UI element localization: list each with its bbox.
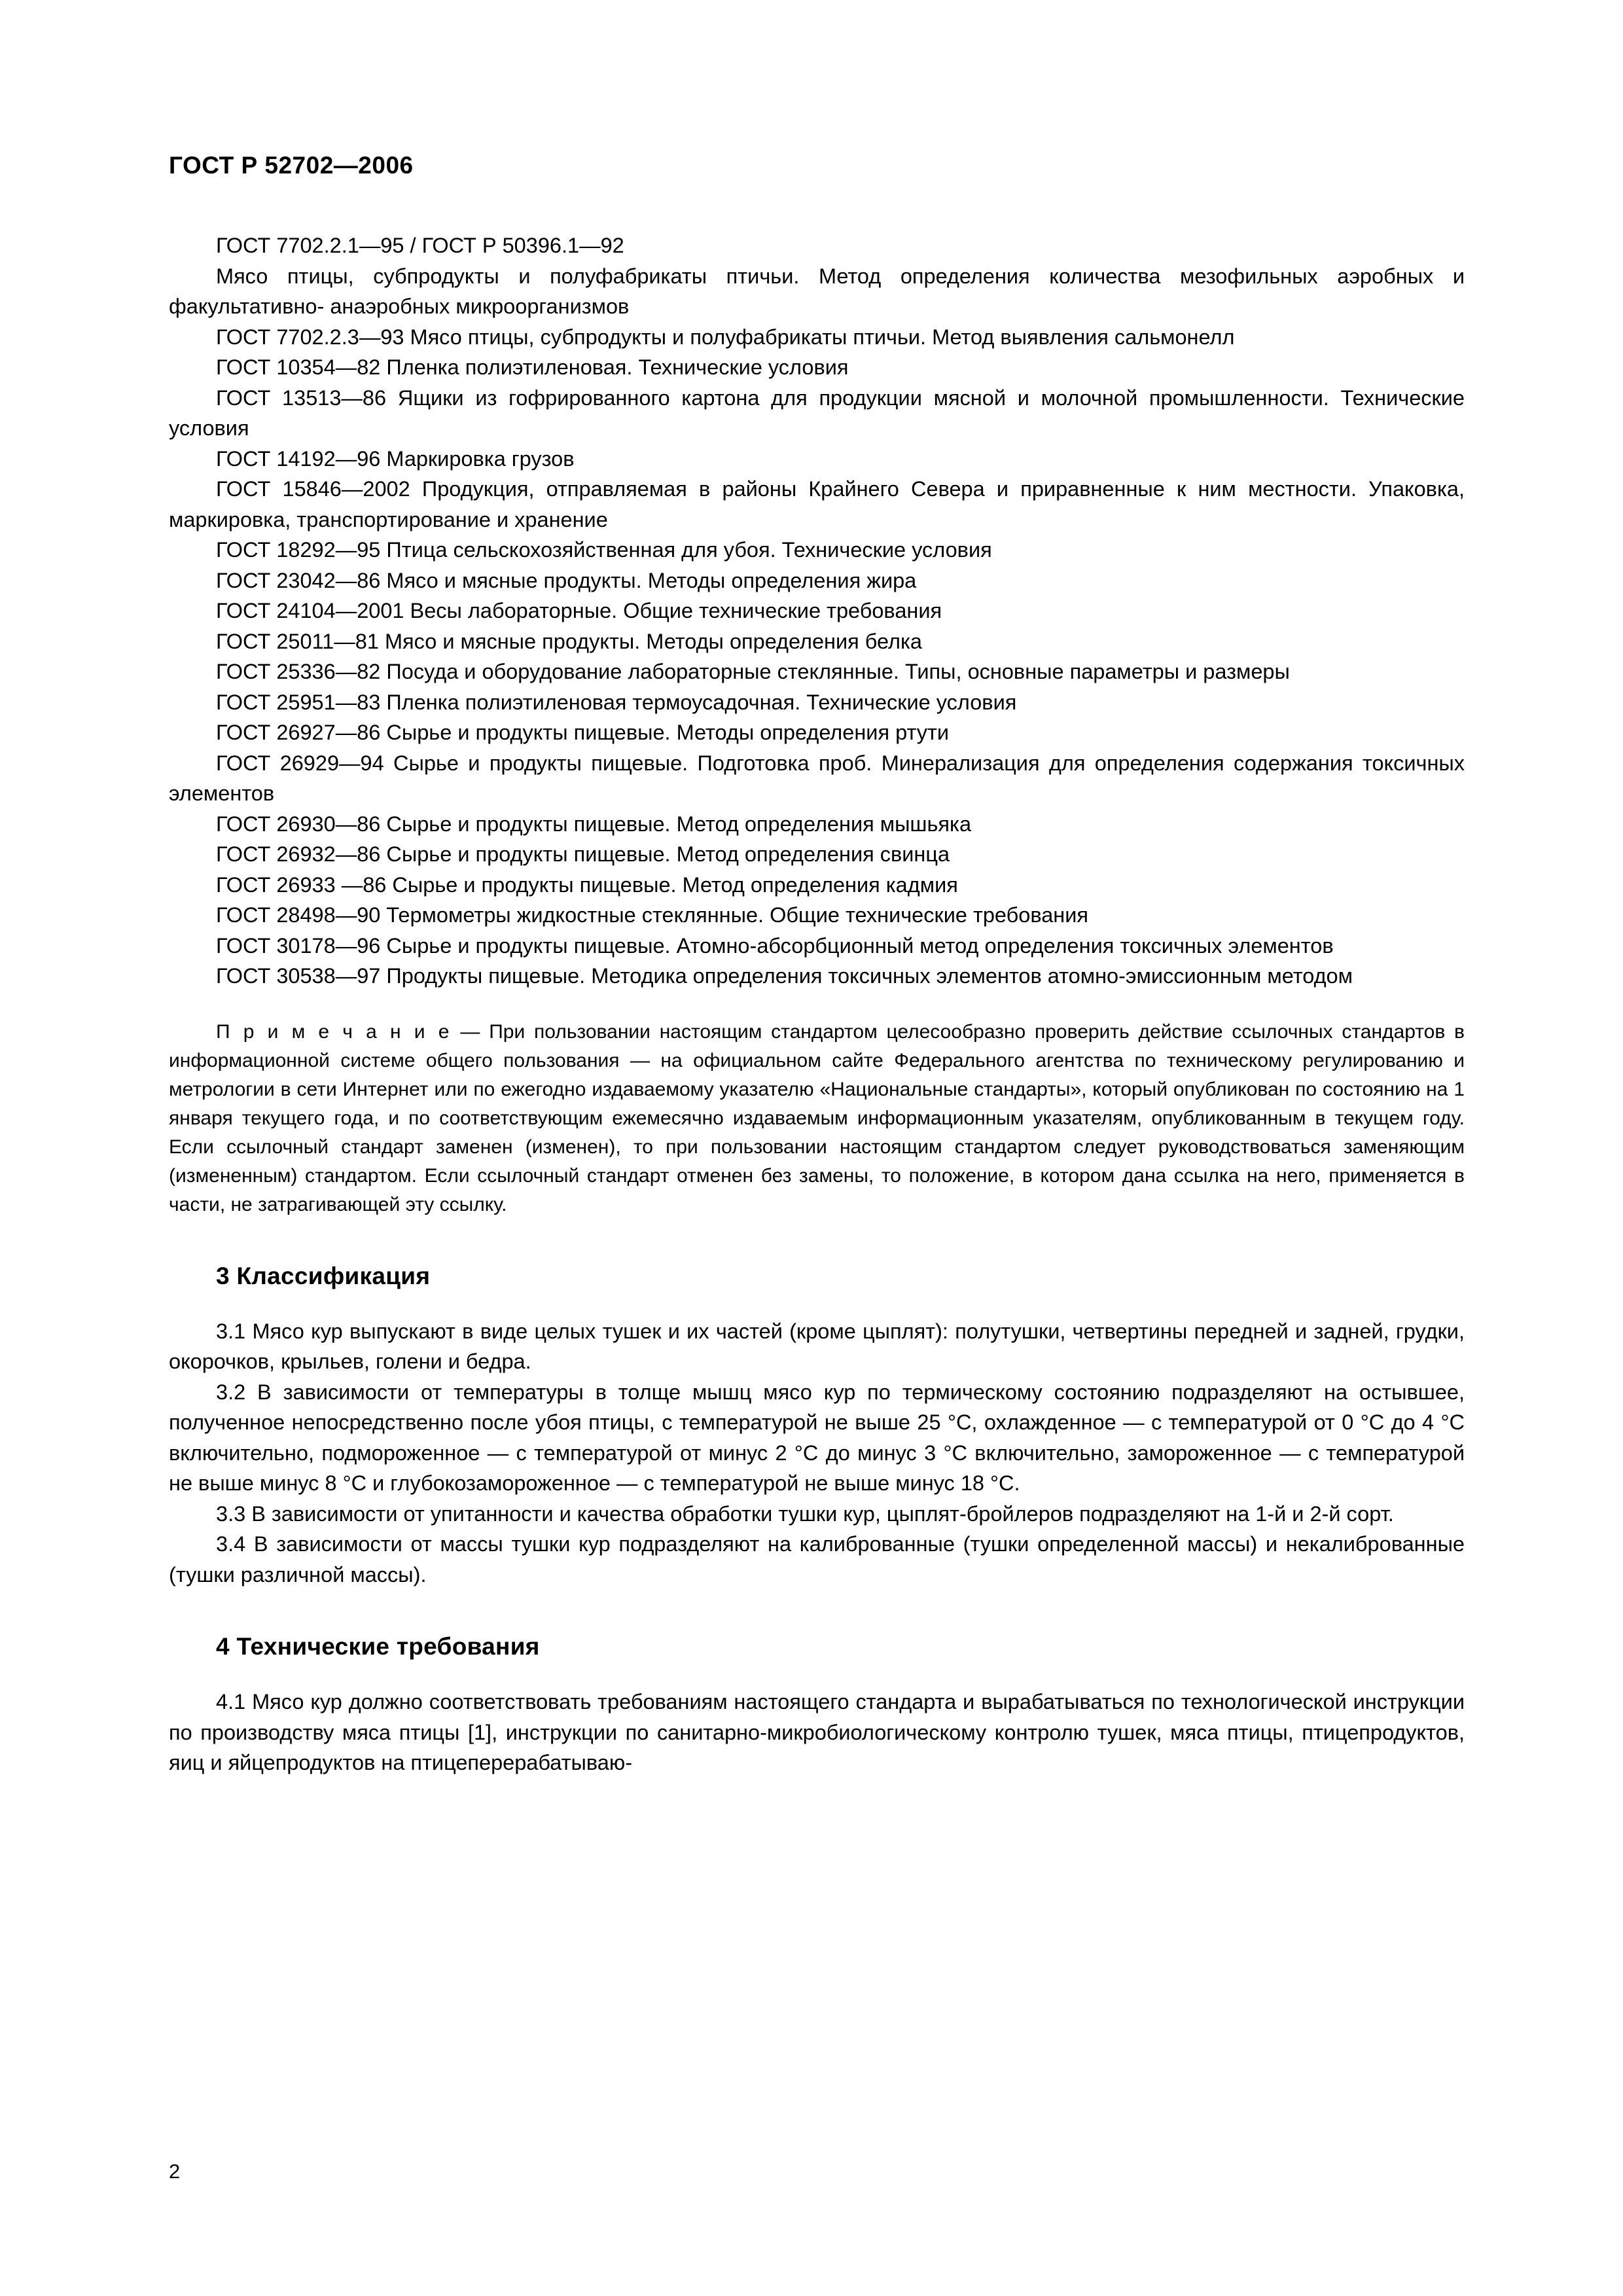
paragraph-3-4: 3.4 В зависимости от массы тушки кур подразделяют на калиброванные (тушки определенной массы) и некалиброванные (тушки различной массы). [169,1532,1465,1587]
page-content [169,152,1465,1778]
page-number: 2 [169,2160,181,2183]
paragraph-3-1: 3.1 Мясо кур выпускают в виде целых тушек и их частей (кроме цыплят): полутушки, четвертины передней и задней, грудки, окорочков, крыльев, голени и бедра. [169,1319,1465,1373]
paragraph-3-2: 3.2 В зависимости от температуры в толще мышц мясо кур по термическому состоянию подразделяют на остывшее, полученное непосредственно после убоя птицы, с температурой не выше 25 °С, охлажденное — с температурой от 0 °С до 4 °С включительно, подмороженное — с температурой от минус 2 °С до минус 3 °С включительно, замороженное — с температурой не выше минус 8 °С и глубокозамороженное — с температурой не выше минус 18 °С. [169,1380,1465,1495]
reference-item: ГОСТ 25011—81 Мясо и мясные продукты. Методы определения белка [216,629,923,653]
reference-item: ГОСТ 26929—94 Сырье и продукты пищевые. Подготовка проб. Минерализация для определения содержания токсичных элементов [169,751,1465,805]
reference-item: ГОСТ 26927—86 Сырье и продукты пищевые. Методы определения ртути [216,721,949,744]
reference-item: ГОСТ 30538—97 Продукты пищевые. Методика определения токсичных элементов атомно-эмиссионным методом [216,964,1353,988]
reference-item: ГОСТ 26930—86 Сырье и продукты пищевые. Метод определения мышьяка [216,812,972,836]
paragraph-3-3: 3.3 В зависимости от упитанности и качества обработки тушки кур, цыплят-бройлеров подразделяют на 1-й и 2-й сорт. [216,1501,1394,1526]
reference-item: ГОСТ 28498—90 Термометры жидкостные стеклянные. Общие технические требования [216,903,1089,927]
note-text: При пользовании настоящим стандартом целесообразно проверить действие ссылочных стандартов в информационной системе общего пользования — на официальном сайте Федерального агентства по техническому регулированию и метрологии в сети Интернет или по ежегодно издаваемому указателю «Национальные стандарты», который опубликован по состоянию на 1 января текущего года, и по соответствующим ежемесячно издаваемым информационным указателям, опубликованным в текущем году. Если ссылочный стандарт заменен (изменен), то при пользовании настоящим стандартом следует руководствоваться заменяющим (измененным) стандартом. Если ссылочный стандарт отменен без замены, то положение, в котором дана ссылка на него, применяется в части, не затрагивающей эту ссылку. [169,1020,1465,1215]
reference-item: ГОСТ 18292—95 Птица сельскохозяйственная для убоя. Технические условия [216,538,992,562]
reference-item: ГОСТ 23042—86 Мясо и мясные продукты. Методы определения жира [216,568,917,592]
reference-item: Мясо птицы, субпродукты и полуфабрикаты птичьи. Метод определения количества мезофильных аэробных и факультативно- анаэробных микроорганизмов [169,264,1465,318]
section-4-body [169,1687,1465,1778]
note-label: П р и м е ч а н и е [216,1020,452,1043]
reference-item: ГОСТ 26932—86 Сырье и продукты пищевые. Метод определения свинца [216,842,950,866]
reference-item: ГОСТ 7702.2.1—95 / ГОСТ Р 50396.1—92 [216,234,624,257]
reference-item: ГОСТ 25336—82 Посуда и оборудование лабораторные стеклянные. Типы, основные параметры и размеры [216,660,1290,683]
normative-references-list [169,230,1465,992]
reference-item: ГОСТ 10354—82 Пленка полиэтиленовая. Технические условия [216,355,849,379]
section-heading-4: 4 Технические требования [216,1633,540,1660]
document-standard-number: ГОСТ Р 52702—2006 [169,152,414,179]
reference-item: ГОСТ 24104—2001 Весы лабораторные. Общие технические требования [216,599,942,622]
reference-item: ГОСТ 26933 —86 Сырье и продукты пищевые. Метод определения кадмия [216,872,958,897]
reference-item: ГОСТ 15846—2002 Продукция, отправляемая в районы Крайнего Севера и приравненные к ним местности. Упаковка, маркировка, транспортирование и хранение [169,477,1465,531]
reference-item: ГОСТ 25951—83 Пленка полиэтиленовая термоусадочная. Технические условия [216,690,1017,714]
reference-item: ГОСТ 13513—86 Ящики из гофрированного картона для продукции мясной и молочной промышленности. Технические условия [169,386,1465,440]
note-block [169,1018,1465,1219]
paragraph-4-1: 4.1 Мясо кур должно соответствовать требованиям настоящего стандарта и вырабатываться по технологической инструкции по производству мяса птицы [1], инструкции по санитарно-микробиологическому контролю тушек, мяса птицы, птицепродуктов, яиц и яйцепродуктов на птицеперерабатываю- [169,1690,1465,1774]
reference-item: ГОСТ 30178—96 Сырье и продукты пищевые. Атомно-абсорбционный метод определения токсичных элементов [216,933,1334,958]
section-3-body [169,1316,1465,1590]
section-heading-3: 3 Классификация [216,1262,431,1289]
note-dash: — [451,1020,490,1043]
reference-item: ГОСТ 14192—96 Маркировка грузов [216,446,575,471]
reference-item: ГОСТ 7702.2.3—93 Мясо птицы, субпродукты и полуфабрикаты птичьи. Метод выявления сальмонелл [216,325,1235,349]
